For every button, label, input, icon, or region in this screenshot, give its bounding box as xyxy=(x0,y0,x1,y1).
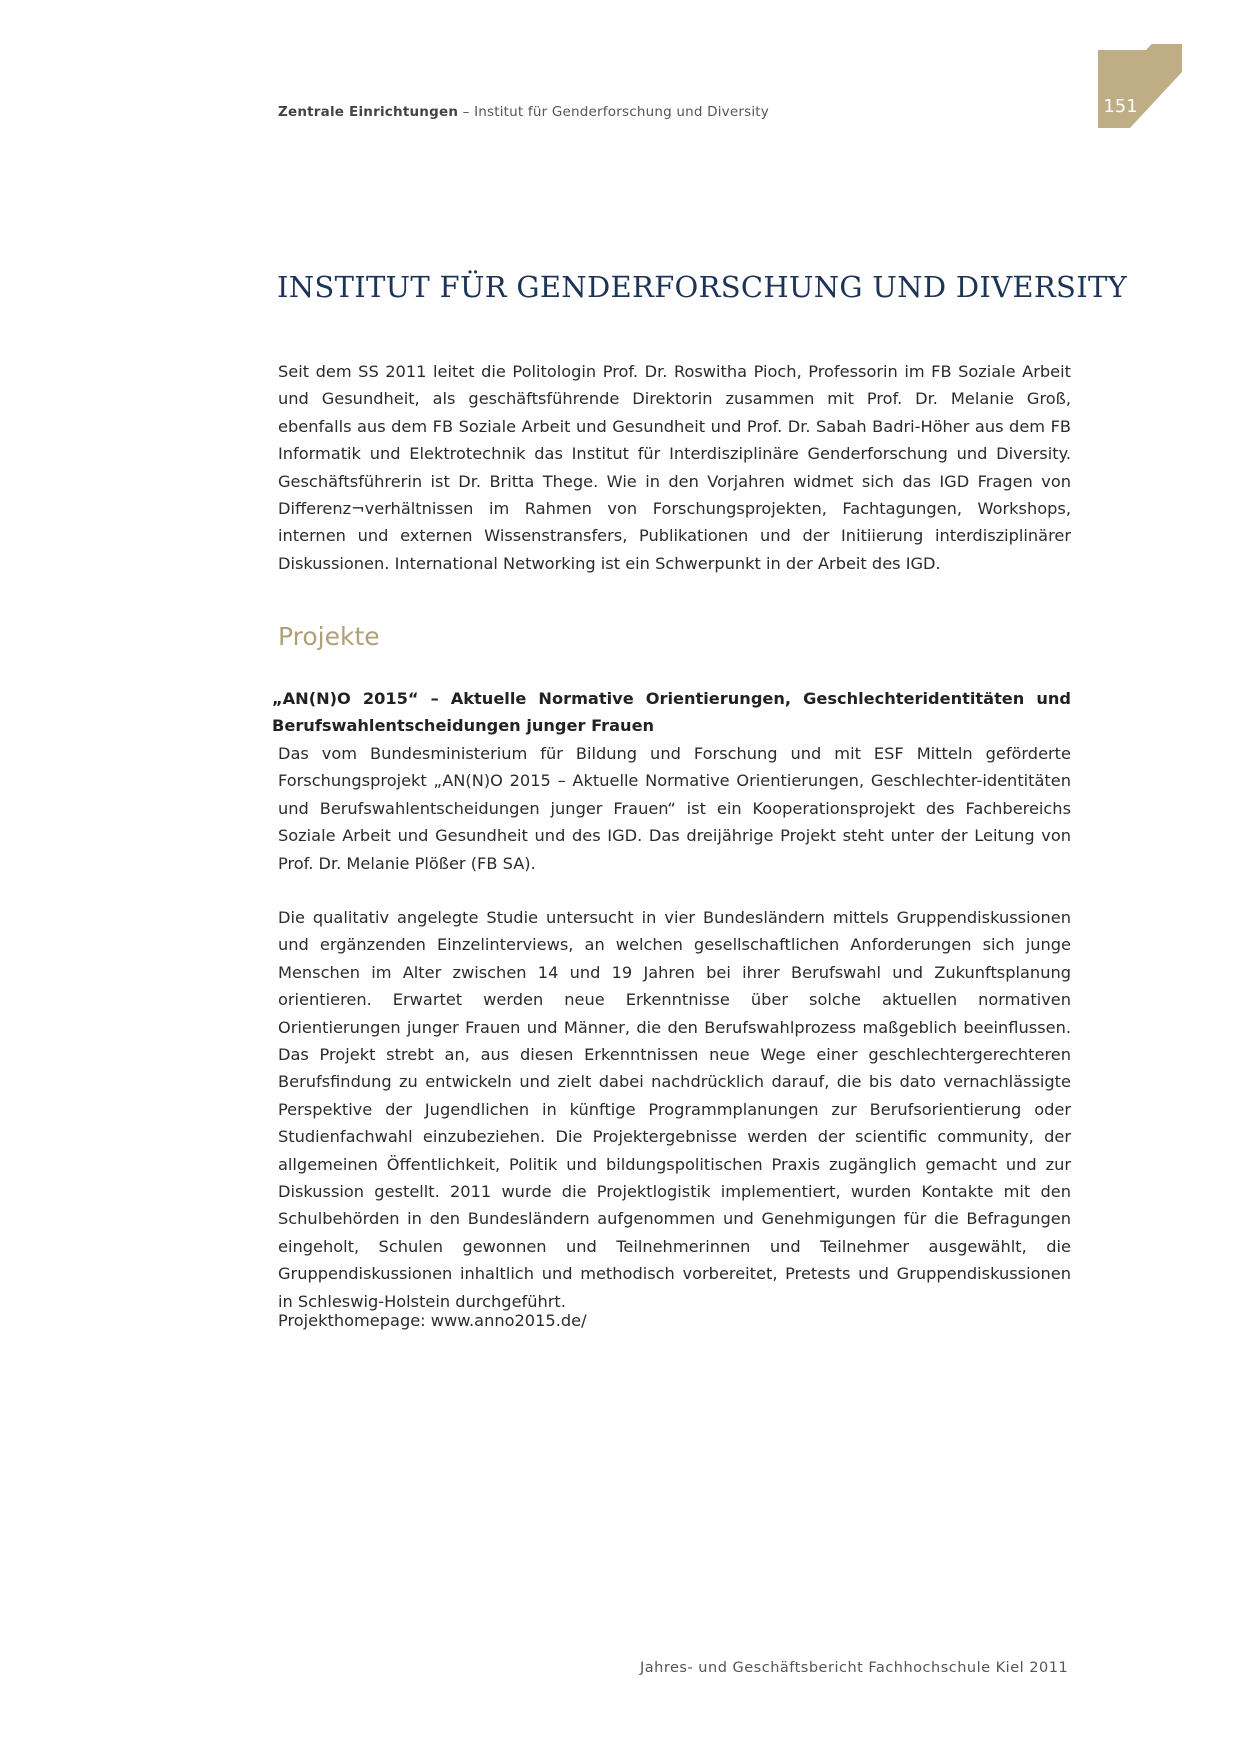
project-paragraph-2: Die qualitativ angelegte Studie untersucht in vier Bundesländern mittels Gruppendiskussionen und ergänzenden Einzelinterviews, an welchen gesellschaftlichen Anforderungen sich junge Menschen im Alter zwischen 14 und 19 Jahren bei ihrer Berufswahl und Zukunftsplanung orientieren. Erwartet werden neue Erkenntnisse über solche aktuellen normativen Orientierungen junger Frauen und Männer, die den Berufswahlprozess maßgeblich beeinflussen. Das Projekt strebt an, aus diesen Erkenntnissen neue Wege einer geschlechtergerechteren Berufsfindung zu entwickeln und zielt dabei nachdrücklich darauf, die bis dato vernachlässigte Perspektive der Jugendlichen in künftige Programmplanungen zur Berufsorientierung oder Studienfachwahl einzubeziehen. Die Projektergebnisse werden der scientific community, der allgemeinen Öffentlichkeit, Politik und bildungspolitischen Praxis zugänglich gemacht und zur Diskussion gestellt. 2011 wurde die Projektlogistik implementiert, wurden Kontakte mit den Schulbehörden in den Bundesländern aufgenommen und Genehmigungen für die Befragungen eingeholt, Schulen gewonnen und Teilnehmerinnen und Teilnehmer ausgewählt, die Gruppendiskussionen inhaltlich und methodisch vorbereitet, Pretests und Gruppendiskussionen in Schleswig-Holstein durchgeführt. xyxy=(278,908,1071,1311)
project-homepage: Projekthomepage: www.anno2015.de/ xyxy=(278,1311,587,1330)
page-footer: Jahres- und Geschäftsbericht Fachhochschule Kiel 2011 xyxy=(640,1660,1069,1676)
page-title: INSTITUT FÜR GENDERFORSCHUNG UND DIVERSITY xyxy=(277,270,1128,304)
project-paragraph-1: Das vom Bundesministerium für Bildung und Forschung und mit ESF Mitteln geförderte Forschungsprojekt „AN(N)O 2015 – Aktuelle Normative Orientierungen, Geschlechter-identitäten und Berufswahlentscheidungen junger Frauen“ ist ein Kooperationsprojekt des Fachbereichs Soziale Arbeit und Gesundheit und des IGD. Das dreijährige Projekt steht unter der Leitung von Prof. Dr. Melanie Plößer (FB SA). xyxy=(278,744,1071,873)
project-title: „AN(N)O 2015“ – Aktuelle Normative Orientierungen, Geschlechteridentitäten und Berufswahlentscheidungen junger Frauen xyxy=(272,689,1071,736)
page-number: 151 xyxy=(1103,96,1138,117)
header-section: Zentrale Einrichtungen xyxy=(278,104,459,120)
running-header xyxy=(278,104,769,120)
intro-paragraph: Seit dem SS 2011 leitet die Politologin Prof. Dr. Roswitha Pioch, Professorin im FB Soziale Arbeit und Gesundheit, als geschäftsführende Direktorin zusammen mit Prof. Dr. Melanie Groß, ebenfalls aus dem FB Soziale Arbeit und Gesundheit und Prof. Dr. Sabah Badri-Höher aus dem FB Informatik und Elektrotechnik das Institut für Interdisziplinäre Genderforschung und Diversity. Geschäftsführerin ist Dr. Britta Thege. Wie in den Vorjahren widmet sich das IGD Fragen von Differenz¬verhältnissen im Rahmen von Forschungsprojekten, Fachtagungen, Workshops, internen und externen Wissenstransfers, Publikationen und der Initiierung interdisziplinärer Diskussionen. International Networking ist ein Schwerpunkt in der Arbeit des IGD. xyxy=(278,362,1071,573)
header-subsection: Institut für Genderforschung und Diversity xyxy=(474,104,769,120)
header-separator: – xyxy=(458,104,475,120)
section-heading-projekte: Projekte xyxy=(278,622,380,651)
